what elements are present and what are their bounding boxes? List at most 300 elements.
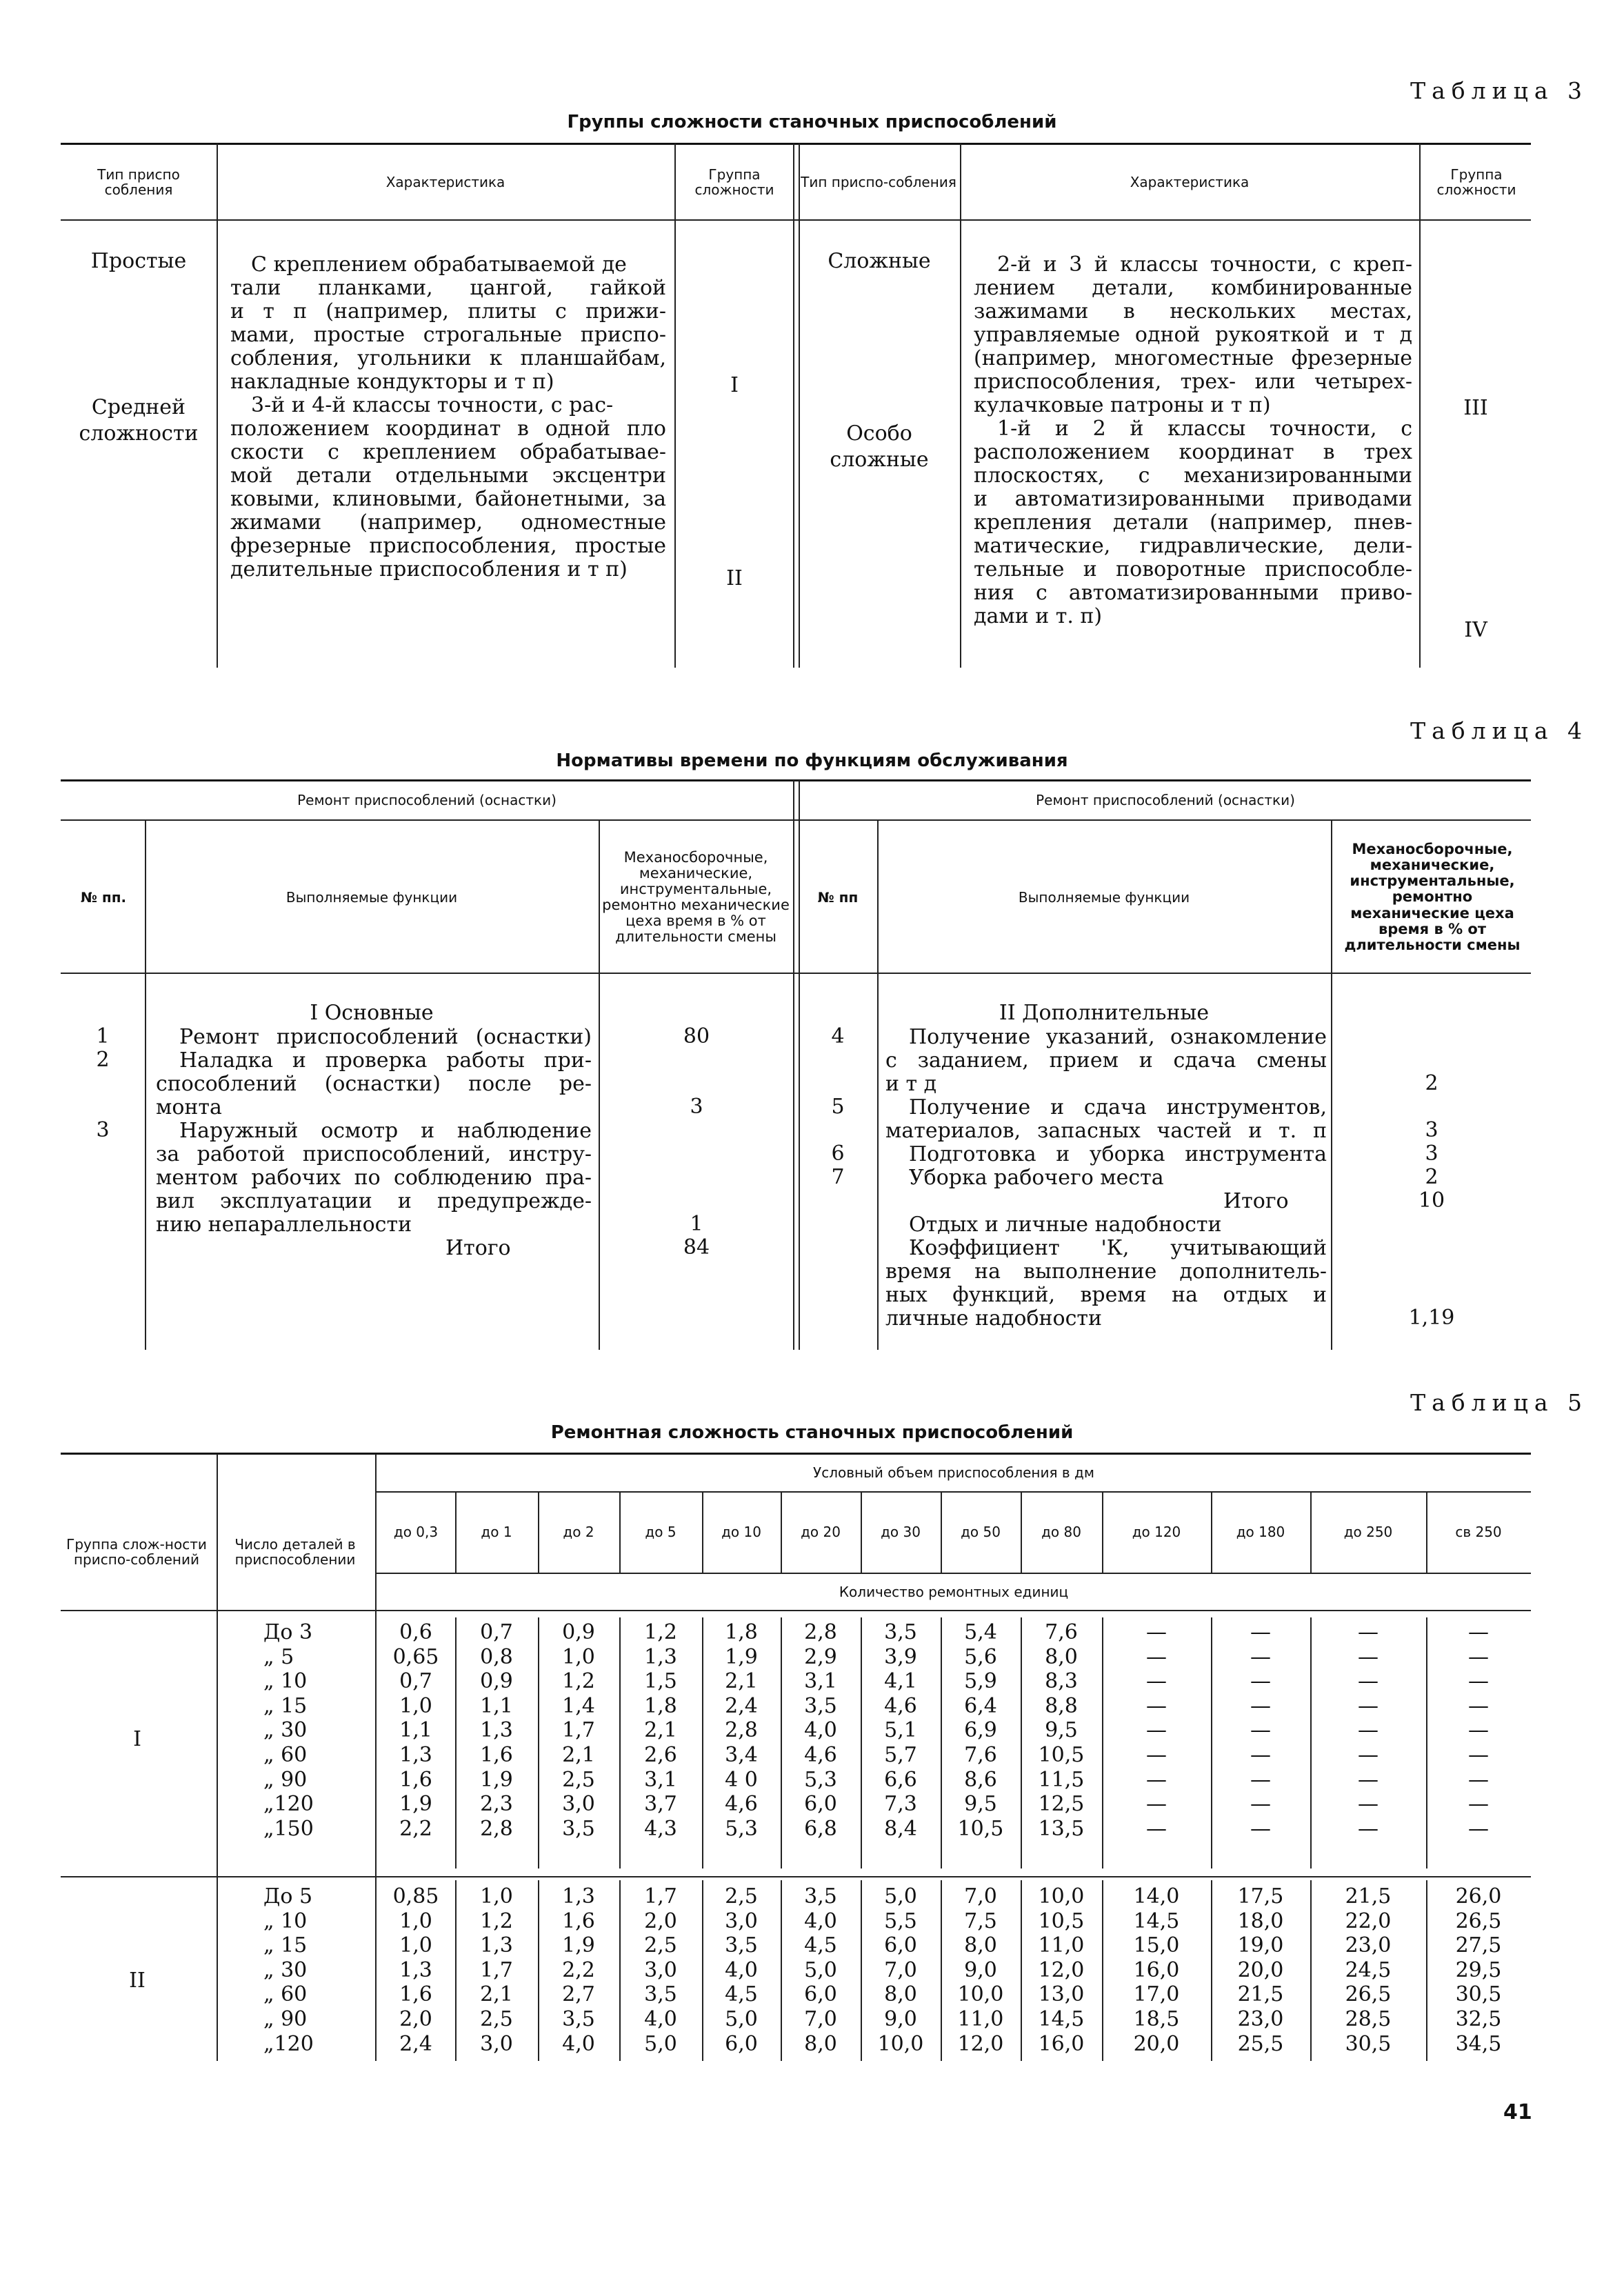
table3-type: Средней сложности (79, 395, 199, 446)
table5-value-cell: 12,5 (1038, 1792, 1085, 1817)
table5-value-cell: 8,0 (964, 1933, 997, 1958)
table5-value-cell: 1,6 (399, 1982, 432, 2007)
table5-value-cell: 8,0 (804, 2031, 837, 2056)
table3-header-type: Тип приспо собления (97, 166, 180, 198)
table3-header-group: Группа сложности (694, 166, 774, 198)
table3-caption: Группы сложности станочных приспособлений (567, 112, 1057, 132)
table5-value-cell: 2,4 (725, 1693, 758, 1718)
text-line: жимами (например, одноместные (230, 510, 666, 535)
table5-value-cell: 1,0 (562, 1644, 595, 1669)
table5-value-cell: 24,5 (1345, 1957, 1392, 1982)
table5-value-cell: 3,7 (644, 1792, 677, 1817)
table5-value-cell: — (1468, 1767, 1489, 1792)
table5-value-cell: 2,1 (562, 1743, 595, 1767)
text-line: матические, гидравлические, дели- (974, 534, 1412, 558)
table5-value-cell: 5,0 (725, 2007, 758, 2031)
table5-value-cell: 20,0 (1237, 1957, 1284, 1982)
text-line: нию непараллельности (156, 1213, 412, 1237)
table5-value-cell: 6,8 (804, 1816, 837, 1841)
table5-detail-count: „ 10 (263, 1669, 308, 1694)
text-line: тали планками, цангой, гайкой (230, 276, 666, 300)
table5-value-cell: — (1468, 1669, 1489, 1694)
table5-value-cell: 5,3 (804, 1767, 837, 1792)
table5-value-cell: 14,5 (1038, 2007, 1085, 2031)
table4-section-title: II Дополнительные (999, 1001, 1210, 1025)
table5-caption: Ремонтная сложность станочных приспособлений (550, 1422, 1074, 1443)
table5-value-cell: 2,5 (644, 1933, 677, 1958)
table5-value-cell: 4,0 (804, 1909, 837, 1933)
table5-value-cell: 14,5 (1133, 1909, 1180, 1933)
table5-value-cell: 7,6 (964, 1743, 997, 1767)
text-line: ментом рабочих по соблюдению пра- (156, 1166, 592, 1190)
table5-value-cell: 2,8 (804, 1620, 837, 1644)
text-line: монта (156, 1095, 222, 1119)
table5-value-cell: — (1250, 1816, 1271, 1841)
table5-value-cell: 0,7 (480, 1620, 513, 1644)
table3-char-right (974, 253, 1412, 628)
table5-value-cell: 1,0 (399, 1933, 432, 1958)
table5-value-cell: 2,1 (480, 1982, 513, 2007)
table5-value-cell: 16,0 (1133, 1957, 1180, 1982)
text-line: с заданием, прием и сдача смены (885, 1048, 1327, 1073)
table5-value-cell: — (1146, 1693, 1167, 1718)
table5-value-cell: — (1250, 1693, 1271, 1718)
table5-volume-col-header: до 180 (1236, 1524, 1285, 1540)
table5-value-cell: 1,7 (562, 1718, 595, 1743)
text-line: (например, многоместные фрезерные (974, 346, 1412, 370)
table5-value-cell: 18,0 (1237, 1909, 1284, 1933)
table5-value-cell: 3,5 (804, 1693, 837, 1718)
table5-value-cell: — (1468, 1743, 1489, 1767)
table5-value-cell: 8,6 (964, 1767, 997, 1792)
table4-header-num: № пп. (80, 889, 127, 906)
table5-value-cell: 8,3 (1045, 1669, 1078, 1694)
table5-value-cell: 2,6 (644, 1743, 677, 1767)
table4-row-num: 4 (831, 1024, 845, 1048)
table4-value: 3 (1425, 1142, 1438, 1166)
table5-value-cell: — (1468, 1792, 1489, 1817)
table5-value-cell: 6,9 (964, 1718, 997, 1743)
table5-value-cell: 13,5 (1038, 1816, 1085, 1841)
table5-value-cell: 1,8 (725, 1620, 758, 1644)
table5-volume-col-header: св 250 (1455, 1524, 1502, 1540)
table5-value-cell: 3,5 (644, 1982, 677, 2007)
table5-value-cell: 14,0 (1133, 1884, 1180, 1909)
table5-value-cell: 3,0 (480, 2031, 513, 2056)
table5-value-cell: 0,9 (562, 1620, 595, 1644)
table4-col-rule (599, 820, 600, 1350)
table5-volume-col-header: до 5 (645, 1524, 676, 1540)
text-line: Уборка рабочего места (909, 1166, 1164, 1190)
table3-char-left (230, 253, 666, 581)
table4-header-func: Выполняемые функции (285, 889, 458, 906)
text-line: управляемые одной рукояткой и т д (974, 323, 1412, 347)
table3-col-rule (960, 143, 961, 668)
table5-value-cell: 4 0 (725, 1767, 758, 1792)
table5-cols-rule (375, 1573, 1531, 1574)
table5-value-cell: 1,9 (562, 1933, 595, 1958)
table3-group: IV (1464, 618, 1487, 642)
table5-value-cell: — (1250, 1792, 1271, 1817)
table5-value-cell: — (1250, 1767, 1271, 1792)
text-line: за работой приспособлений, инстру- (156, 1142, 592, 1166)
text-line: 1-й и 2 й классы точности, с (997, 417, 1412, 441)
table5-value-cell: 3,0 (644, 1957, 677, 1982)
table5-value-cell: — (1146, 1792, 1167, 1817)
table3-header-group2: Группа сложности (1436, 166, 1516, 198)
table4-label: Таблица 4 (1410, 717, 1588, 744)
table4-value: 1,19 (1408, 1306, 1455, 1330)
text-line: Наладка и проверка работы при- (179, 1048, 592, 1073)
table3-group: I (730, 373, 739, 397)
text-line: личные надобности (885, 1306, 1102, 1331)
table5-value-cell: — (1468, 1644, 1489, 1669)
table5-detail-count: „ 15 (263, 1693, 308, 1718)
table5-value-cell: 1,5 (644, 1669, 677, 1694)
table5-value-cell: — (1358, 1816, 1379, 1841)
text-line: 3-й и 4-й классы точности, с рас- (251, 393, 614, 417)
table3-type: Простые (90, 249, 187, 273)
table4-col-rule (877, 820, 879, 1350)
table5-value-cell: 4,3 (644, 1816, 677, 1841)
table5-value-cell: 3,9 (884, 1644, 917, 1669)
table5-value-cell: — (1358, 1767, 1379, 1792)
table4-value: 3 (690, 1095, 703, 1119)
table5-value-cell: 5,6 (964, 1644, 997, 1669)
text-line: приспособления, трех- или четырех- (974, 370, 1412, 394)
table4-header-func: Выполняемые функции (1018, 889, 1190, 906)
table5-value-cell: 7,6 (1045, 1620, 1078, 1644)
table5-value-cell: 2,2 (399, 1816, 432, 1841)
table5-value-cell: 22,0 (1345, 1909, 1392, 1933)
text-line: мой детали отдельными эксцентри (230, 464, 666, 488)
text-line: ных функций, время на отдых и (885, 1283, 1327, 1307)
table5-volume-col-header: до 20 (801, 1524, 841, 1540)
table5-value-cell: 2,5 (725, 1884, 758, 1909)
table5-group-name: I (133, 1727, 141, 1751)
table4-value: 10 (1418, 1188, 1445, 1213)
table5-value-cell: 0,65 (392, 1644, 439, 1669)
table3-group: III (1463, 396, 1488, 420)
table5-value-cell: 28,5 (1345, 2007, 1392, 2031)
table5-value-cell: 3,1 (644, 1767, 677, 1792)
table5-value-cell: 3,4 (725, 1743, 758, 1767)
table5-value-cell: 6,0 (884, 1933, 917, 1958)
table5-value-cell: 7,0 (964, 1884, 997, 1909)
table5-value-cell: 2,8 (480, 1816, 513, 1841)
table5-value-cell: 5,0 (884, 1884, 917, 1909)
table5-value-cell: 7,5 (964, 1909, 997, 1933)
table5-volume-col-header: до 0,3 (393, 1524, 439, 1540)
table5-value-cell: 13,0 (1038, 1982, 1085, 2007)
table5-value-cell: 32,5 (1455, 2007, 1502, 2031)
table4-value: 84 (683, 1235, 710, 1259)
table5-value-cell: 6,0 (804, 1792, 837, 1817)
text-line: материалов, запасных частей и т. п (885, 1119, 1327, 1143)
table5-value-cell: 12,0 (957, 2031, 1004, 2056)
table5-header-count: Число деталей в приспособлении (234, 1536, 356, 1568)
table5-value-cell: — (1358, 1669, 1379, 1694)
table5-value-cell: — (1146, 1644, 1167, 1669)
table5-value-cell: 30,5 (1455, 1982, 1502, 2007)
table5-value-cell: 23,0 (1237, 2007, 1284, 2031)
table5-value-cell: — (1146, 1743, 1167, 1767)
text-line: время на выполнение дополнитель- (885, 1259, 1327, 1284)
text-line: способлений (оснастки) после ре- (156, 1072, 592, 1096)
table5-value-cell: — (1250, 1620, 1271, 1644)
table5-value-cell: 2,3 (480, 1792, 513, 1817)
table5-detail-count: „ 5 (263, 1644, 294, 1669)
table5-detail-count: „ 15 (263, 1933, 308, 1958)
table5-value-cell: — (1358, 1644, 1379, 1669)
table4-row-num: 3 (96, 1118, 110, 1142)
table5-value-cell: — (1468, 1693, 1489, 1718)
table5-volume-col-header: до 120 (1132, 1524, 1181, 1540)
table5-value-cell: 29,5 (1455, 1957, 1502, 1982)
table5-value-cell: 3,1 (804, 1669, 837, 1694)
table4-col-rule-double (793, 780, 800, 1350)
table4-row-num: 5 (831, 1095, 845, 1119)
table5-value-cell: 2,1 (725, 1669, 758, 1694)
text-line: ния с автоматизированными приво- (974, 581, 1412, 605)
table5-group-rule (61, 1876, 1531, 1877)
table5-value-cell: 21,5 (1345, 1884, 1392, 1909)
table4-col-rule (145, 820, 146, 1350)
text-line: Наружный осмотр и наблюдение (179, 1119, 592, 1143)
table5-value-cell: 1,2 (644, 1620, 677, 1644)
table5-detail-count: „ 30 (263, 1718, 308, 1743)
table5-value-cell: 1,7 (480, 1957, 513, 1982)
text-line: С креплением обрабатываемой де (251, 252, 627, 277)
table5-value-cell: 1,2 (562, 1669, 595, 1694)
table5-value-cell: 5,9 (964, 1669, 997, 1694)
table5-value-cell: 6,6 (884, 1767, 917, 1792)
table5-value-cell: 4,0 (804, 1718, 837, 1743)
table5-value-cell: 4,5 (725, 1982, 758, 2007)
text-line: крепления детали (например, пнев- (974, 510, 1412, 535)
table5-value-cell: 1,3 (399, 1957, 432, 1982)
table5-value-cell: 10,0 (957, 1982, 1004, 2007)
table5-value-cell: 19,0 (1237, 1933, 1284, 1958)
table5-value-cell: 11,0 (957, 2007, 1004, 2031)
table5-value-cell: 2,0 (644, 1909, 677, 1933)
table5-top-rule (61, 1453, 1531, 1455)
table5-value-cell: 8,0 (884, 1982, 917, 2007)
table5-value-cell: — (1146, 1620, 1167, 1644)
text-line: дами и т. п) (974, 604, 1103, 628)
table5-value-cell: 5,0 (644, 2031, 677, 2056)
table5-detail-count: „ 30 (263, 1957, 308, 1982)
table5-value-cell: — (1468, 1718, 1489, 1743)
table3-col-rule (217, 143, 218, 668)
table5-value-cell: 1,9 (399, 1792, 432, 1817)
table5-value-cell: 1,3 (480, 1718, 513, 1743)
table5-value-cell: 5,5 (884, 1909, 917, 1933)
table5-value-cell: 4,0 (644, 2007, 677, 2031)
table5-value-cell: 8,0 (1045, 1644, 1078, 1669)
table5-value-cell: 26,0 (1455, 1884, 1502, 1909)
table5-value-cell: 2,8 (725, 1718, 758, 1743)
table5-detail-count: „ 90 (263, 1767, 308, 1792)
text-line: Получение и сдача инструментов, (909, 1095, 1327, 1119)
table5-detail-count: „ 60 (263, 1982, 308, 2007)
table5-value-cell: 10,5 (957, 1816, 1004, 1841)
table5-value-cell: 4,6 (884, 1693, 917, 1718)
table5-value-cell: 2,5 (480, 2007, 513, 2031)
table5-value-cell: 3,5 (725, 1933, 758, 1958)
table5-value-cell: 1,1 (480, 1693, 513, 1718)
table4-header-time: Механосборочные, механические, инструментальные, ремонтно механические цеха время в % от длительности смены (1344, 841, 1521, 953)
table5-value-cell: 3,5 (884, 1620, 917, 1644)
table3-col-rule-double (793, 143, 800, 668)
table5-value-cell: 1,9 (725, 1644, 758, 1669)
table5-value-cell: — (1146, 1718, 1167, 1743)
table5-volume-col-header: до 250 (1343, 1524, 1393, 1540)
table5-value-cell: 0,8 (480, 1644, 513, 1669)
table5-value-cell: 3,0 (562, 1792, 595, 1817)
table5-value-cell: 4,0 (562, 2031, 595, 2056)
table5-value-cell: — (1358, 1792, 1379, 1817)
table4-row-num: 7 (831, 1165, 845, 1189)
table5-value-cell: 3,5 (562, 2007, 595, 2031)
table3-type: Сложные (828, 249, 931, 273)
table3-label: Таблица 3 (1410, 77, 1588, 104)
table5-header-volume: Условный объем приспособления в дм (813, 1464, 1094, 1481)
table5-volume-col-header: до 50 (961, 1524, 1001, 1540)
table5-value-cell: 1,3 (480, 1933, 513, 1958)
table5-volume-col-header: до 80 (1041, 1524, 1081, 1540)
table5-value-cell: 0,6 (399, 1620, 432, 1644)
text-line: кулачковые патроны и т п) (974, 393, 1271, 417)
table5-value-cell: 10,5 (1038, 1743, 1085, 1767)
table5-value-cell: 10,5 (1038, 1909, 1085, 1933)
table5-volume-col-header: до 10 (721, 1524, 761, 1540)
table5-value-cell: 26,5 (1455, 1909, 1502, 1933)
table5-value-cell: — (1250, 1718, 1271, 1743)
table4-header-time: Механосборочные, механические, инструментальные, ремонтно механические цеха время в % от длительности смены (602, 848, 790, 946)
table5-header-rule (61, 1610, 1531, 1611)
table5-value-cell: 1,0 (399, 1909, 432, 1933)
page-number: 41 (1503, 2100, 1532, 2124)
table5-volume-col-header: до 30 (881, 1524, 921, 1540)
table5-value-cell: 1,6 (480, 1743, 513, 1767)
table5-value-cell: 2,5 (562, 1767, 595, 1792)
table5-value-cell: 10,0 (877, 2031, 924, 2056)
text-line: Ремонт приспособлений (оснастки) (179, 1025, 592, 1049)
table5-value-cell: 15,0 (1133, 1933, 1180, 1958)
text-line: и т д (885, 1072, 937, 1096)
table5-value-cell: 7,3 (884, 1792, 917, 1817)
table4-caption: Нормативы времени по функциям обслуживания (556, 750, 1068, 771)
table5-value-cell: 23,0 (1345, 1933, 1392, 1958)
table5-value-cell: 11,0 (1038, 1933, 1085, 1958)
table5-volume-col-header: до 1 (481, 1524, 512, 1540)
table3-header-char: Характеристика (385, 174, 505, 190)
table5-value-cell: 4,6 (804, 1743, 837, 1767)
table4-section-title: I Основные (310, 1001, 434, 1025)
text-line: вил эксплуатации и предупрежде- (156, 1189, 592, 1213)
table3-group: II (726, 566, 743, 590)
text-line: и автоматизированными приводами (974, 487, 1412, 511)
text-line: плоскостях, с механизированными (974, 464, 1412, 488)
text-line: расположением координат в трех (974, 440, 1412, 464)
table5-detail-count: „ 10 (263, 1909, 308, 1933)
table5-value-cell: 9,5 (964, 1792, 997, 1817)
table5-value-cell: 4,0 (725, 1957, 758, 1982)
table4-row-num: 6 (831, 1142, 845, 1166)
table5-value-cell: 3,0 (725, 1909, 758, 1933)
table5-value-cell: 1,6 (562, 1909, 595, 1933)
text-line: тельные и поворотные приспособле- (974, 557, 1412, 581)
table5-group-name: II (129, 1969, 146, 1993)
table5-detail-count: До 3 (263, 1620, 313, 1644)
table5-value-cell: — (1250, 1644, 1271, 1669)
table5-value-cell: 16,0 (1038, 2031, 1085, 2056)
table5-volume-rule (375, 1491, 1531, 1493)
table5-value-cell: — (1468, 1816, 1489, 1841)
table4-row-num: 2 (96, 1048, 110, 1072)
table4-value: 3 (1425, 1118, 1438, 1142)
table5-value-cell: — (1358, 1620, 1379, 1644)
table5-value-cell: 5,7 (884, 1743, 917, 1767)
table5-header-group: Группа слож-ности приспо-соблений (66, 1536, 207, 1568)
table3-header-type2: Тип приспо-собления (801, 174, 956, 190)
table5-value-cell: 34,5 (1455, 2031, 1502, 2056)
table5-value-cell: 27,5 (1455, 1933, 1502, 1958)
table5-value-cell: 1,9 (480, 1767, 513, 1792)
text-line: Получение указаний, ознакомление (909, 1025, 1327, 1049)
table5-header-units: Количество ремонтных единиц (839, 1584, 1069, 1600)
table5-detail-count: „ 60 (263, 1743, 308, 1767)
table5-value-cell: 1,3 (562, 1884, 595, 1909)
table5-value-cell: 30,5 (1345, 2031, 1392, 2056)
table5-value-cell: 9,0 (884, 2007, 917, 2031)
table5-value-cell: 17,0 (1133, 1982, 1180, 2007)
table5-value-cell: 4,1 (884, 1669, 917, 1694)
table5-value-cell: — (1250, 1669, 1271, 1694)
text-line: делительные приспособления и т п) (230, 557, 628, 581)
table4-header-num: № пп (817, 889, 859, 906)
table5-label: Таблица 5 (1410, 1389, 1588, 1416)
table5-value-cell: 26,5 (1345, 1982, 1392, 2007)
table5-value-cell: 21,5 (1237, 1982, 1284, 2007)
table5-value-cell: 1,4 (562, 1693, 595, 1718)
table5-value-cell: 1,7 (644, 1884, 677, 1909)
table5-value-cell: — (1468, 1620, 1489, 1644)
table5-value-cell: — (1146, 1816, 1167, 1841)
table5-value-cell: 2,7 (562, 1982, 595, 2007)
table5-value-cell: 2,0 (399, 2007, 432, 2031)
text-line: Отдых и личные надобности (909, 1213, 1222, 1237)
text-line: Подготовка и уборка инструмента (909, 1142, 1327, 1166)
table4-value: 2 (1425, 1071, 1438, 1095)
table5-value-cell: 0,7 (399, 1669, 432, 1694)
text-line: накладные кондукторы и т п) (230, 370, 554, 394)
table5-value-cell: 1,0 (399, 1693, 432, 1718)
table5-value-cell: 9,0 (964, 1957, 997, 1982)
table5-detail-count: До 5 (263, 1884, 313, 1909)
table5-value-cell: 5,3 (725, 1816, 758, 1841)
text-line: Итого (445, 1236, 511, 1260)
table5-value-cell: 4,6 (725, 1792, 758, 1817)
table5-value-cell: 6,4 (964, 1693, 997, 1718)
table5-value-cell: 8,8 (1045, 1693, 1078, 1718)
table5-value-cell: 1,6 (399, 1767, 432, 1792)
text-line: зажимами в нескольких местах, (974, 299, 1412, 323)
text-line: и т п (например, плиты с прижи- (230, 299, 666, 323)
table5-value-cell: 1,8 (644, 1693, 677, 1718)
table5-value-cell: 10,0 (1038, 1884, 1085, 1909)
